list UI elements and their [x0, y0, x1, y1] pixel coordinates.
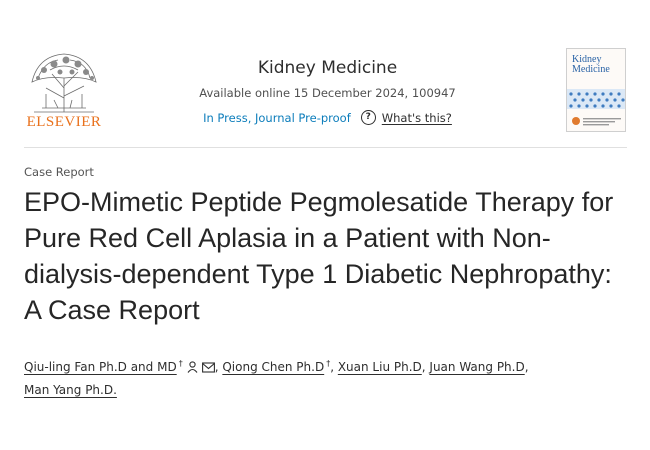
author-link[interactable]: Man Yang Ph.D.: [24, 383, 117, 397]
article-type: Case Report: [24, 165, 94, 179]
author-link[interactable]: Xuan Liu Ph.D: [337, 360, 422, 374]
tree-logo-icon: [24, 48, 104, 116]
whats-this-label: What's this?: [381, 110, 452, 125]
journal-info: [160, 58, 495, 125]
whats-this-button[interactable]: [361, 110, 452, 125]
cover-title-line1: Kidney: [572, 54, 602, 65]
author-separator: ,: [524, 360, 529, 374]
journal-title-link[interactable]: Kidney Medicine: [257, 58, 398, 78]
author-link[interactable]: Qiong Chen Ph.D: [222, 360, 325, 374]
availability-date: Available online 15 December 2024, 100947: [199, 86, 456, 100]
author-footnote-mark: †: [178, 359, 183, 368]
cover-footer-logo: [571, 115, 623, 127]
article-header: [0, 0, 650, 145]
author-link[interactable]: Juan Wang Ph.D: [429, 360, 525, 374]
question-circle-icon: ?: [361, 110, 376, 125]
cover-title-line2: Medicine: [572, 64, 610, 75]
header-divider: [24, 147, 627, 148]
author-footnote-mark: †: [326, 359, 331, 368]
author-list: [24, 352, 624, 402]
author-link[interactable]: Qiu-ling Fan Ph.D and MD: [24, 360, 177, 374]
article-title: EPO-Mimetic Peptide Pegmolesatide Therapy for Pure Red Cell Aplasia in a Patient with Non-dialysis-dependent Type 1 Diabetic Nephropathy: A Case Report: [24, 187, 614, 325]
status-row: [160, 110, 495, 125]
envelope-icon[interactable]: [202, 362, 215, 373]
publisher-name: ELSEVIER: [26, 114, 102, 130]
author-separator: ,: [421, 360, 430, 374]
author-separator: ,: [330, 360, 338, 374]
publication-status: In Press, Journal Pre-proof: [203, 110, 351, 125]
person-icon[interactable]: [187, 361, 198, 373]
journal-cover-thumbnail[interactable]: [566, 48, 626, 132]
author-separator: ,: [214, 360, 223, 374]
cover-pattern: [567, 89, 626, 109]
cover-title: [567, 49, 625, 75]
